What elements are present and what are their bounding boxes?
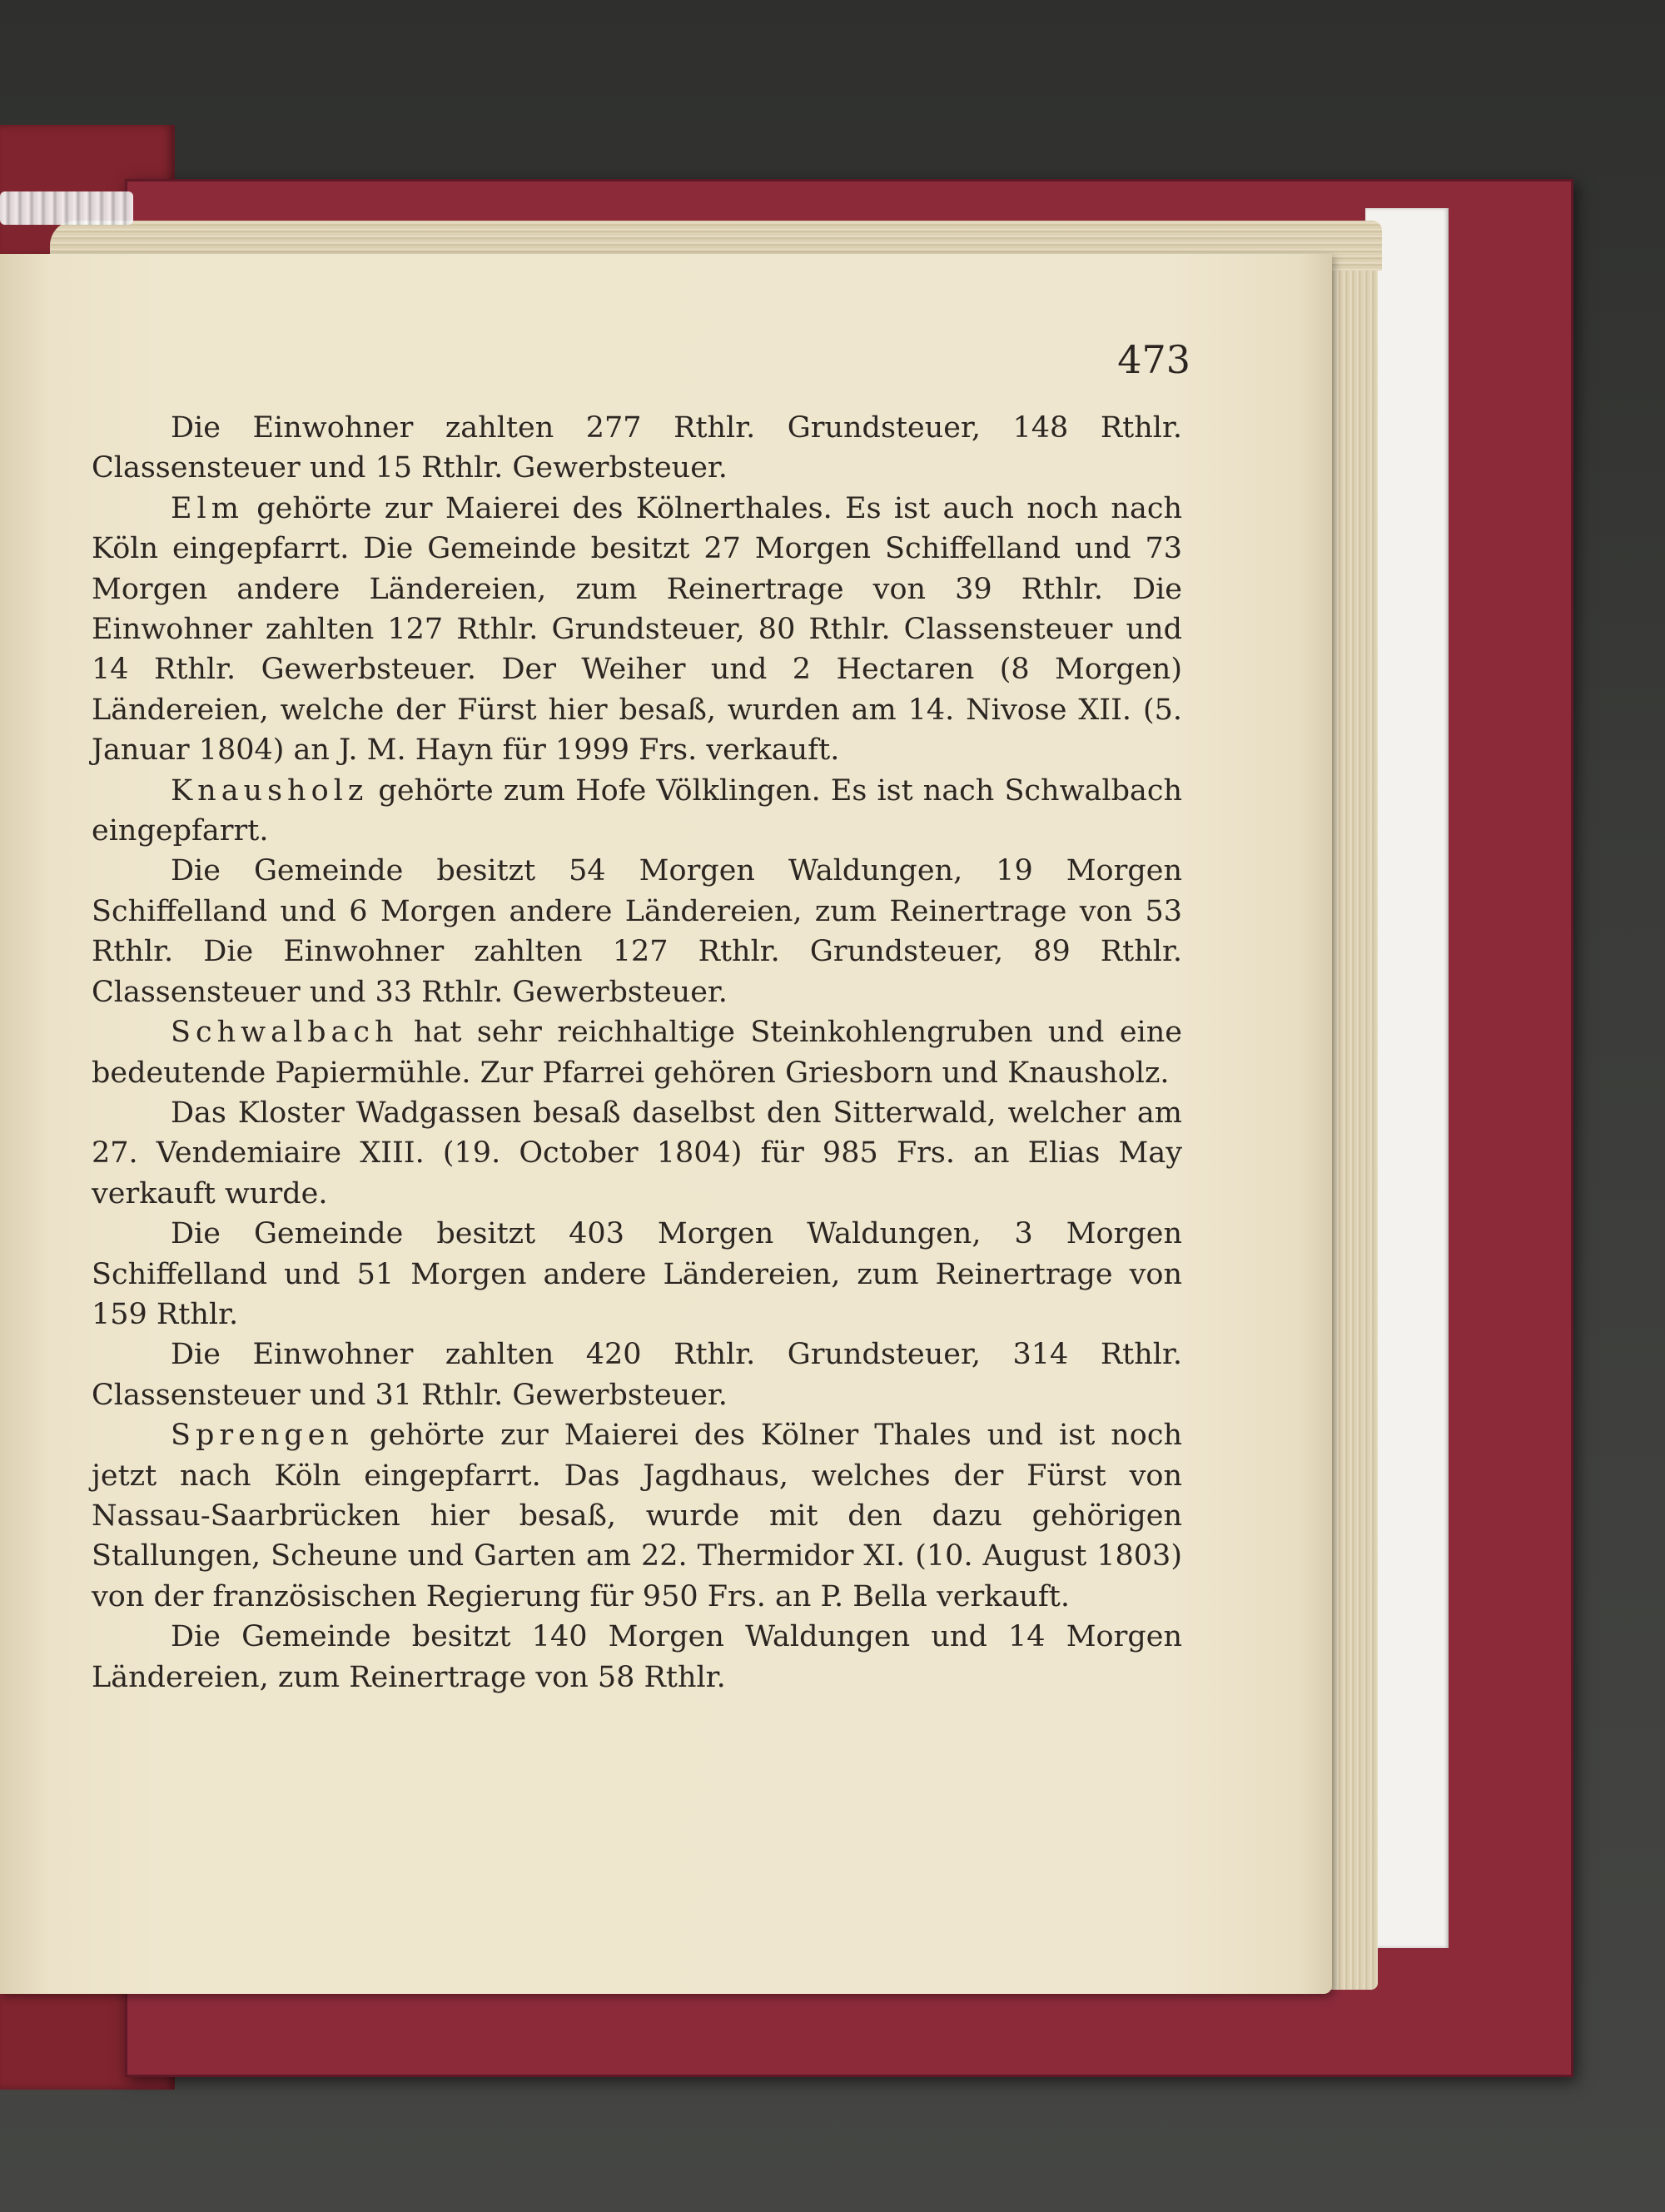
page-number: 473 [1117, 337, 1190, 382]
place-name: Elm [171, 491, 244, 525]
place-name: Schwalbach [171, 1016, 399, 1050]
paragraph: Das Kloster Wadgassen besaß daselbst den Sitterwald, welcher am 27. Vendemiaire XIII. (19. October 1804) für 985 Frs. an Elias May verkauft wurde. [92, 1096, 1182, 1210]
paragraph: Die Gemeinde besitzt 140 Morgen Waldungen und 14 Morgen Ländereien, zum Reinertrage von 58 Rthlr. [92, 1620, 1182, 1694]
paragraph: Elm gehörte zur Maierei des Kölnerthales. Es ist auch noch nach Köln eingepfarrt. Die Gemeinde besitzt 27 Morgen Schiffelland und 73 Morgen andere Ländereien, zum Reinertrage von 39 Rthlr. Die Einwohner zahlten 127 Rthlr. Grundsteuer, 80 Rthlr. Classensteuer und 14 Rthlr. Gewerbsteuer. Der Weiher und 2 Hectaren (8 Morgen) Ländereien, welche der Fürst hier besaß, wurden am 14. Nivose XII. (5. Januar 1804) an J. M. Hayn für 1999 Frs. verkauft. [92, 491, 1182, 768]
page-text [92, 408, 1182, 1698]
paragraph: Die Einwohner zahlten 420 Rthlr. Grundsteuer, 314 Rthlr. Classensteuer und 31 Rthlr. Gewerbsteuer. [92, 1338, 1182, 1412]
paragraph: Die Einwohner zahlten 277 Rthlr. Grundsteuer, 148 Rthlr. Classensteuer und 15 Rthlr. Gewerbsteuer. [92, 411, 1182, 485]
paragraph: Die Gemeinde besitzt 54 Morgen Waldungen, 19 Morgen Schiffelland und 6 Morgen andere Ländereien, zum Reinertrage von 53 Rthlr. Die Einwohner zahlten 127 Rthlr. Grundsteuer, 89 Rthlr. Classensteuer und 33 Rthlr. Gewerbsteuer. [92, 854, 1182, 1009]
place-name: Knausholz [171, 773, 369, 808]
paragraph: Sprengen gehörte zur Maierei des Kölner Thales und ist noch jetzt nach Köln eingepfarrt. Das Jagdhaus, welches der Fürst von Nassau-Saarbrücken hier besaß, wurde mit den dazu gehörigen Stallungen, Scheune und Garten am 22. Thermidor XI. (10. August 1803) von der französischen Regierung für 950 Frs. an P. Bella verkauft. [92, 1419, 1182, 1613]
place-name: Sprengen [171, 1419, 355, 1453]
paragraph: Schwalbach hat sehr reichhaltige Steinkohlengruben und eine bedeutende Papiermühle. Zur Pfarrei gehören Griesborn und Knausholz. [92, 1016, 1182, 1090]
binding-spiral [0, 191, 133, 225]
paragraph: Die Gemeinde besitzt 403 Morgen Waldungen, 3 Morgen Schiffelland und 51 Morgen andere Ländereien, zum Reinertrage von 159 Rthlr. [92, 1217, 1182, 1331]
paragraph: Knausholz gehörte zum Hofe Völklingen. Es ist nach Schwalbach eingepfarrt. [92, 773, 1182, 848]
endpaper [1365, 208, 1449, 1948]
